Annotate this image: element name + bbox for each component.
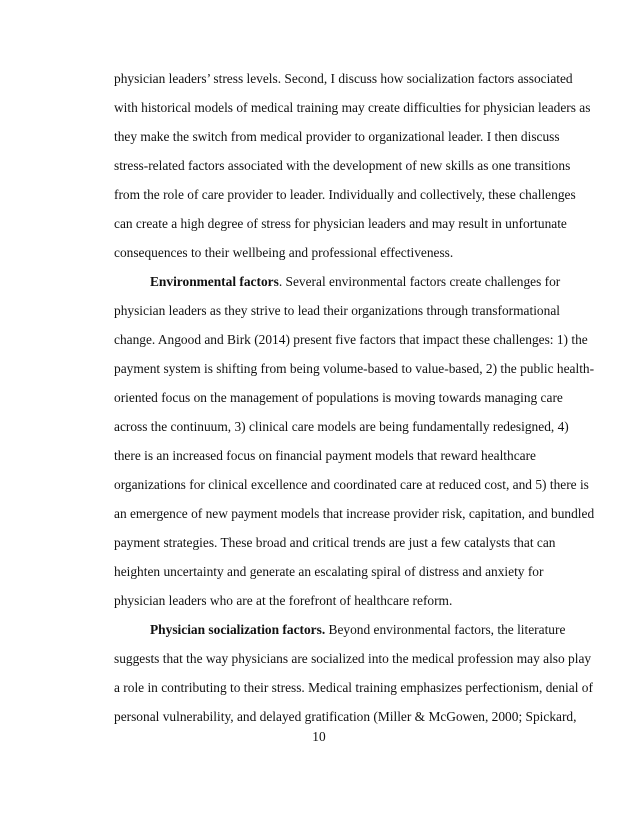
text-line: can create a high degree of stress for physician leaders and may result in unfortunate [114,216,567,231]
section-heading-physician-socialization-factors: Physician socialization factors. [150,622,326,637]
text-line: heighten uncertainty and generate an escalating spiral of distress and anxiety for [114,564,544,579]
page-number: 10 [312,729,326,744]
text-line: stress-related factors associated with the development of new skills as one transitions [114,158,571,173]
section-heading-line [150,274,560,290]
text-line: physician leaders as they strive to lead their organizations through transformational [114,303,560,318]
text-line: physician leaders who are at the forefront of healthcare reform. [114,593,453,608]
text-line: a role in contributing to their stress. Medical training emphasizes perfectionism, denial of [114,680,593,695]
section-heading-environmental-factors: Environmental factors [150,274,279,289]
text-line: payment strategies. These broad and critical trends are just a few catalysts that can [114,535,556,550]
text-line: change. Angood and Birk (2014) present five factors that impact these challenges: 1) the [114,332,588,347]
text-line: Beyond environmental factors, the literature [325,622,566,637]
text-line: they make the switch from medical provider to organizational leader. I then discuss [114,129,560,144]
text-line: an emergence of new payment models that increase provider risk, capitation, and bundled [114,506,595,521]
text-line: from the role of care provider to leader. Individually and collectively, these challenges [114,187,576,202]
text-line: . Several environmental factors create challenges for [278,274,561,289]
text-line: payment system is shifting from being volume-based to value-based, 2) the public health- [114,361,595,376]
section-heading-line [150,622,565,638]
text-line: physician leaders’ stress levels. Second, I discuss how socialization factors associated [114,71,573,86]
text-line: suggests that the way physicians are socialized into the medical profession may also play [114,651,592,666]
text-line: with historical models of medical training may create difficulties for physician leaders as [114,100,591,115]
text-line: there is an increased focus on financial payment models that reward healthcare [114,448,536,463]
text-line: oriented focus on the management of populations is moving towards managing care [114,390,563,405]
text-line: organizations for clinical excellence and coordinated care at reduced cost, and 5) there is [114,477,589,492]
text-line: personal vulnerability, and delayed gratification (Miller & McGowen, 2000; Spickard, [114,709,577,724]
text-line: consequences to their wellbeing and professional effectiveness. [114,245,454,260]
text-line: across the continuum, 3) clinical care models are being fundamentally redesigned, 4) [114,419,569,434]
